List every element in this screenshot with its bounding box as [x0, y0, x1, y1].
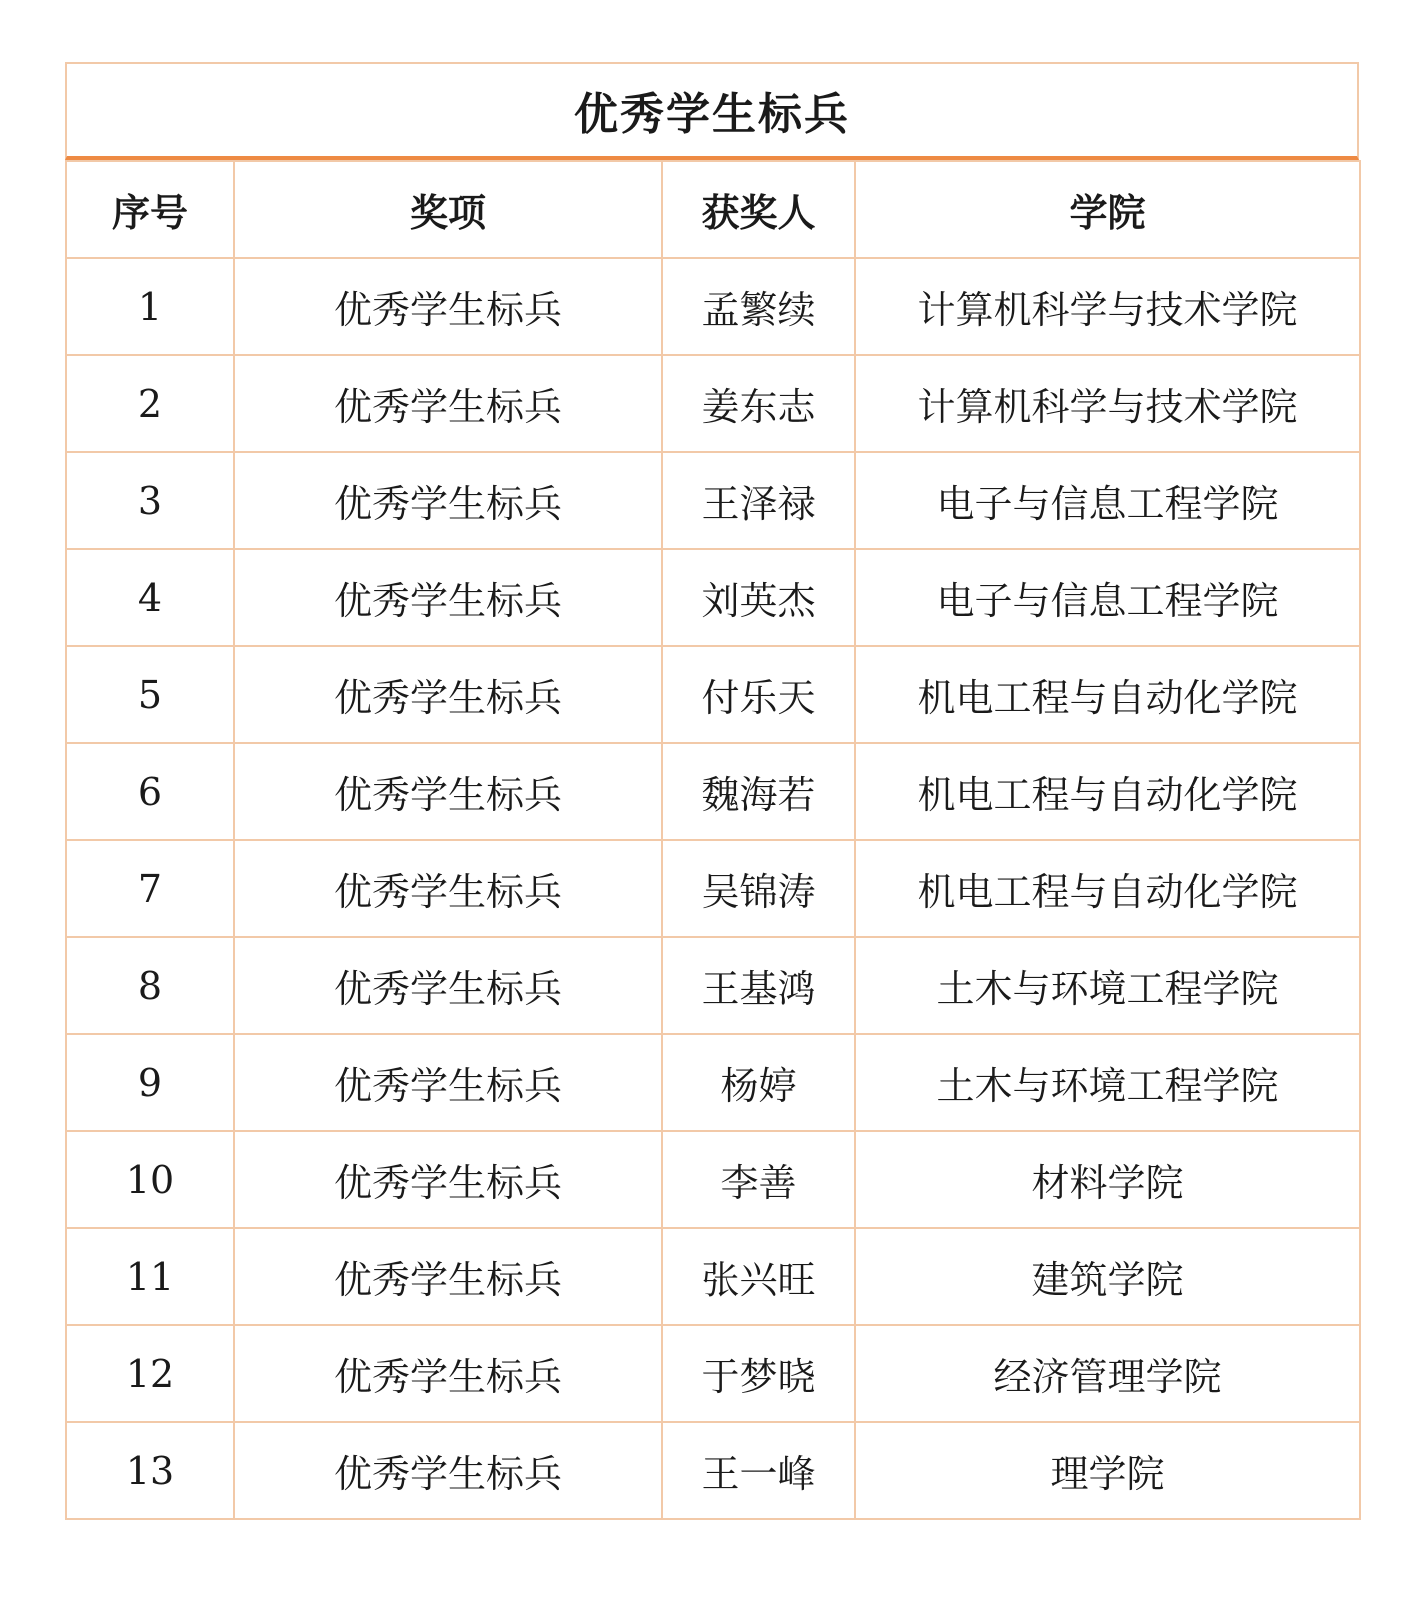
- table-row: [66, 258, 1360, 355]
- award-table-container: [65, 62, 1359, 1520]
- cell-winner: 魏海若: [662, 743, 855, 840]
- cell-award: 优秀学生标兵: [234, 840, 662, 937]
- cell-seq: 11: [66, 1228, 234, 1325]
- cell-seq: 13: [66, 1422, 234, 1519]
- cell-winner: 张兴旺: [662, 1228, 855, 1325]
- cell-winner: 孟繁续: [662, 258, 855, 355]
- table-row: [66, 646, 1360, 743]
- cell-winner: 王泽禄: [662, 452, 855, 549]
- cell-seq: 7: [66, 840, 234, 937]
- cell-seq: 5: [66, 646, 234, 743]
- cell-award: 优秀学生标兵: [234, 452, 662, 549]
- cell-college: 土木与环境工程学院: [855, 937, 1360, 1034]
- cell-college: 机电工程与自动化学院: [855, 840, 1360, 937]
- table-row: [66, 743, 1360, 840]
- cell-college: 机电工程与自动化学院: [855, 646, 1360, 743]
- cell-college: 经济管理学院: [855, 1325, 1360, 1422]
- table-row: [66, 1422, 1360, 1519]
- cell-winner: 杨婷: [662, 1034, 855, 1131]
- cell-seq: 4: [66, 549, 234, 646]
- table-row: [66, 1034, 1360, 1131]
- table-row: [66, 1228, 1360, 1325]
- header-row: [66, 161, 1360, 258]
- cell-award: 优秀学生标兵: [234, 1422, 662, 1519]
- table-row: [66, 937, 1360, 1034]
- table-row: [66, 840, 1360, 937]
- header-college: 学院: [855, 161, 1360, 258]
- cell-award: 优秀学生标兵: [234, 743, 662, 840]
- table-row: [66, 1131, 1360, 1228]
- cell-award: 优秀学生标兵: [234, 646, 662, 743]
- cell-award: 优秀学生标兵: [234, 258, 662, 355]
- cell-award: 优秀学生标兵: [234, 937, 662, 1034]
- cell-winner: 王一峰: [662, 1422, 855, 1519]
- cell-award: 优秀学生标兵: [234, 549, 662, 646]
- table-row: [66, 549, 1360, 646]
- cell-seq: 10: [66, 1131, 234, 1228]
- cell-winner: 吴锦涛: [662, 840, 855, 937]
- cell-seq: 8: [66, 937, 234, 1034]
- header-award: 奖项: [234, 161, 662, 258]
- header-winner: 获奖人: [662, 161, 855, 258]
- cell-seq: 2: [66, 355, 234, 452]
- cell-college: 计算机科学与技术学院: [855, 258, 1360, 355]
- cell-award: 优秀学生标兵: [234, 1228, 662, 1325]
- cell-winner: 付乐天: [662, 646, 855, 743]
- cell-seq: 6: [66, 743, 234, 840]
- table-row: [66, 355, 1360, 452]
- cell-winner: 于梦晓: [662, 1325, 855, 1422]
- cell-winner: 李善: [662, 1131, 855, 1228]
- cell-winner: 姜东志: [662, 355, 855, 452]
- cell-seq: 12: [66, 1325, 234, 1422]
- cell-award: 优秀学生标兵: [234, 355, 662, 452]
- cell-winner: 王基鸿: [662, 937, 855, 1034]
- cell-winner: 刘英杰: [662, 549, 855, 646]
- cell-award: 优秀学生标兵: [234, 1131, 662, 1228]
- header-seq: 序号: [66, 161, 234, 258]
- cell-seq: 1: [66, 258, 234, 355]
- table-title: 优秀学生标兵: [65, 62, 1359, 160]
- cell-college: 计算机科学与技术学院: [855, 355, 1360, 452]
- table-row: [66, 452, 1360, 549]
- cell-seq: 9: [66, 1034, 234, 1131]
- cell-college: 建筑学院: [855, 1228, 1360, 1325]
- award-table: [65, 160, 1361, 1520]
- cell-award: 优秀学生标兵: [234, 1034, 662, 1131]
- cell-college: 材料学院: [855, 1131, 1360, 1228]
- table-row: [66, 1325, 1360, 1422]
- cell-college: 土木与环境工程学院: [855, 1034, 1360, 1131]
- cell-seq: 3: [66, 452, 234, 549]
- cell-award: 优秀学生标兵: [234, 1325, 662, 1422]
- cell-college: 电子与信息工程学院: [855, 452, 1360, 549]
- cell-college: 机电工程与自动化学院: [855, 743, 1360, 840]
- cell-college: 电子与信息工程学院: [855, 549, 1360, 646]
- cell-college: 理学院: [855, 1422, 1360, 1519]
